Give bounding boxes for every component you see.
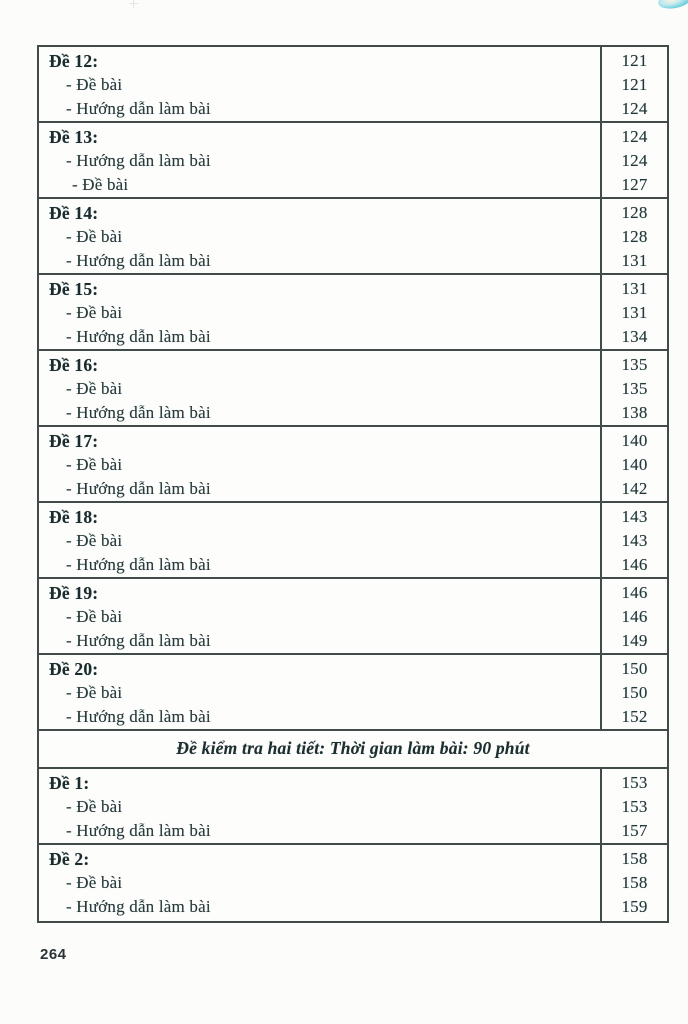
toc-item-page-number: 152 bbox=[621, 707, 648, 726]
toc-item-label: - Hướng dẫn làm bài bbox=[66, 251, 211, 270]
toc-item-page-number: 127 bbox=[621, 175, 648, 194]
section-title: Đề 18: bbox=[49, 507, 99, 527]
toc-item-label: - Đề bài bbox=[72, 175, 129, 194]
section-page-number: 150 bbox=[621, 659, 648, 678]
toc-item-label: - Đề bài bbox=[66, 683, 123, 702]
toc-item-label: - Hướng dẫn làm bài bbox=[66, 327, 211, 346]
toc-section-cell bbox=[39, 769, 600, 843]
toc-section-cell bbox=[39, 427, 600, 501]
section-page-number: 158 bbox=[621, 849, 648, 868]
toc-item-label: - Hướng dẫn làm bài bbox=[66, 707, 211, 726]
toc-item-page-number: 158 bbox=[621, 873, 648, 892]
toc-item-page-number: 140 bbox=[621, 455, 648, 474]
section-title: Đề 12: bbox=[49, 51, 99, 71]
toc-item-label: - Đề bài bbox=[66, 379, 123, 398]
toc-item-label: - Hướng dẫn làm bài bbox=[66, 897, 211, 916]
toc-item-page-number: 146 bbox=[621, 607, 648, 626]
toc-item-page-number: 131 bbox=[621, 251, 648, 270]
toc-item-label: - Hướng dẫn làm bài bbox=[66, 821, 211, 840]
toc-section-row bbox=[39, 655, 667, 731]
section-page-number: 143 bbox=[621, 507, 648, 526]
section-title: Đề 13: bbox=[49, 127, 99, 147]
toc-section-cell bbox=[39, 845, 600, 921]
section-page-number: 146 bbox=[621, 583, 648, 602]
toc-item-label: - Đề bài bbox=[66, 873, 123, 892]
toc-item-label: - Đề bài bbox=[66, 75, 123, 94]
toc-item-page-number: 134 bbox=[621, 327, 648, 346]
toc-section-row bbox=[39, 47, 667, 123]
toc-item-label: - Hướng dẫn làm bài bbox=[66, 479, 211, 498]
section-page-number: 131 bbox=[621, 279, 648, 298]
toc-pages-cell bbox=[600, 199, 667, 273]
toc-pages-cell bbox=[600, 427, 667, 501]
toc-section-cell bbox=[39, 655, 600, 729]
scan-artifact-teal-smear bbox=[657, 0, 688, 11]
section-page-number: 121 bbox=[621, 51, 648, 70]
toc-table bbox=[37, 45, 669, 923]
toc-item-page-number: 121 bbox=[621, 75, 648, 94]
toc-item-page-number: 149 bbox=[621, 631, 648, 650]
toc-item-page-number: 124 bbox=[621, 99, 648, 118]
section-title: Đề 2: bbox=[49, 849, 90, 869]
toc-item-label: - Hướng dẫn làm bài bbox=[66, 99, 211, 118]
toc-pages-cell bbox=[600, 275, 667, 349]
toc-item-label: - Đề bài bbox=[66, 531, 123, 550]
toc-section-row bbox=[39, 351, 667, 427]
toc-item-page-number: 124 bbox=[621, 151, 648, 170]
scan-artifact-registration-mark bbox=[130, 0, 138, 8]
toc-item-label: - Đề bài bbox=[66, 303, 123, 322]
toc-item-page-number: 159 bbox=[621, 897, 648, 916]
toc-pages-cell bbox=[600, 123, 667, 197]
section-page-number: 128 bbox=[621, 203, 648, 222]
section-title: Đề 14: bbox=[49, 203, 99, 223]
section-title: Đề 20: bbox=[49, 659, 99, 679]
toc-pages-cell bbox=[600, 769, 667, 843]
toc-section-cell bbox=[39, 275, 600, 349]
toc-item-label: - Hướng dẫn làm bài bbox=[66, 151, 211, 170]
section-title: Đề 17: bbox=[49, 431, 99, 451]
toc-section-row bbox=[39, 769, 667, 845]
toc-item-page-number: 143 bbox=[621, 531, 648, 550]
toc-item-label: - Đề bài bbox=[66, 607, 123, 626]
toc-item-page-number: 138 bbox=[621, 403, 648, 422]
toc-pages-cell bbox=[600, 351, 667, 425]
footer-page-number: 264 bbox=[40, 946, 67, 963]
section-page-number: 153 bbox=[621, 773, 648, 792]
toc-item-page-number: 135 bbox=[621, 379, 648, 398]
toc-item-label: - Đề bài bbox=[66, 797, 123, 816]
exam-band-row bbox=[39, 731, 667, 769]
toc-section-row bbox=[39, 503, 667, 579]
toc-item-page-number: 142 bbox=[621, 479, 648, 498]
toc-pages-cell bbox=[600, 845, 667, 921]
toc-section-row bbox=[39, 579, 667, 655]
toc-item-label: - Đề bài bbox=[66, 227, 123, 246]
section-page-number: 124 bbox=[621, 127, 648, 146]
toc-item-page-number: 146 bbox=[621, 555, 648, 574]
toc-section-row bbox=[39, 123, 667, 199]
toc-section-cell bbox=[39, 47, 600, 121]
toc-pages-cell bbox=[600, 579, 667, 653]
section-page-number: 135 bbox=[621, 355, 648, 374]
toc-section-row bbox=[39, 275, 667, 351]
section-title: Đề 15: bbox=[49, 279, 99, 299]
toc-item-page-number: 157 bbox=[621, 821, 648, 840]
section-title: Đề 1: bbox=[49, 773, 90, 793]
toc-section-cell bbox=[39, 351, 600, 425]
toc-item-label: - Hướng dẫn làm bài bbox=[66, 555, 211, 574]
toc-section-cell bbox=[39, 579, 600, 653]
toc-item-label: - Hướng dẫn làm bài bbox=[66, 403, 211, 422]
toc-section-cell bbox=[39, 199, 600, 273]
toc-item-label: - Đề bài bbox=[66, 455, 123, 474]
toc-pages-cell bbox=[600, 47, 667, 121]
toc-section-row bbox=[39, 427, 667, 503]
toc-section-cell bbox=[39, 503, 600, 577]
exam-band-title: Đề kiểm tra hai tiết: Thời gian làm bài: 90 phút bbox=[176, 738, 530, 758]
toc-item-page-number: 128 bbox=[621, 227, 648, 246]
toc-pages-cell bbox=[600, 503, 667, 577]
toc-item-page-number: 131 bbox=[621, 303, 648, 322]
toc-item-page-number: 150 bbox=[621, 683, 648, 702]
section-title: Đề 16: bbox=[49, 355, 99, 375]
toc-section-row bbox=[39, 199, 667, 275]
toc-item-label: - Hướng dẫn làm bài bbox=[66, 631, 211, 650]
toc-pages-cell bbox=[600, 655, 667, 729]
toc-section-cell bbox=[39, 123, 600, 197]
toc-section-row bbox=[39, 845, 667, 921]
section-title: Đề 19: bbox=[49, 583, 99, 603]
toc-item-page-number: 153 bbox=[621, 797, 648, 816]
section-page-number: 140 bbox=[621, 431, 648, 450]
